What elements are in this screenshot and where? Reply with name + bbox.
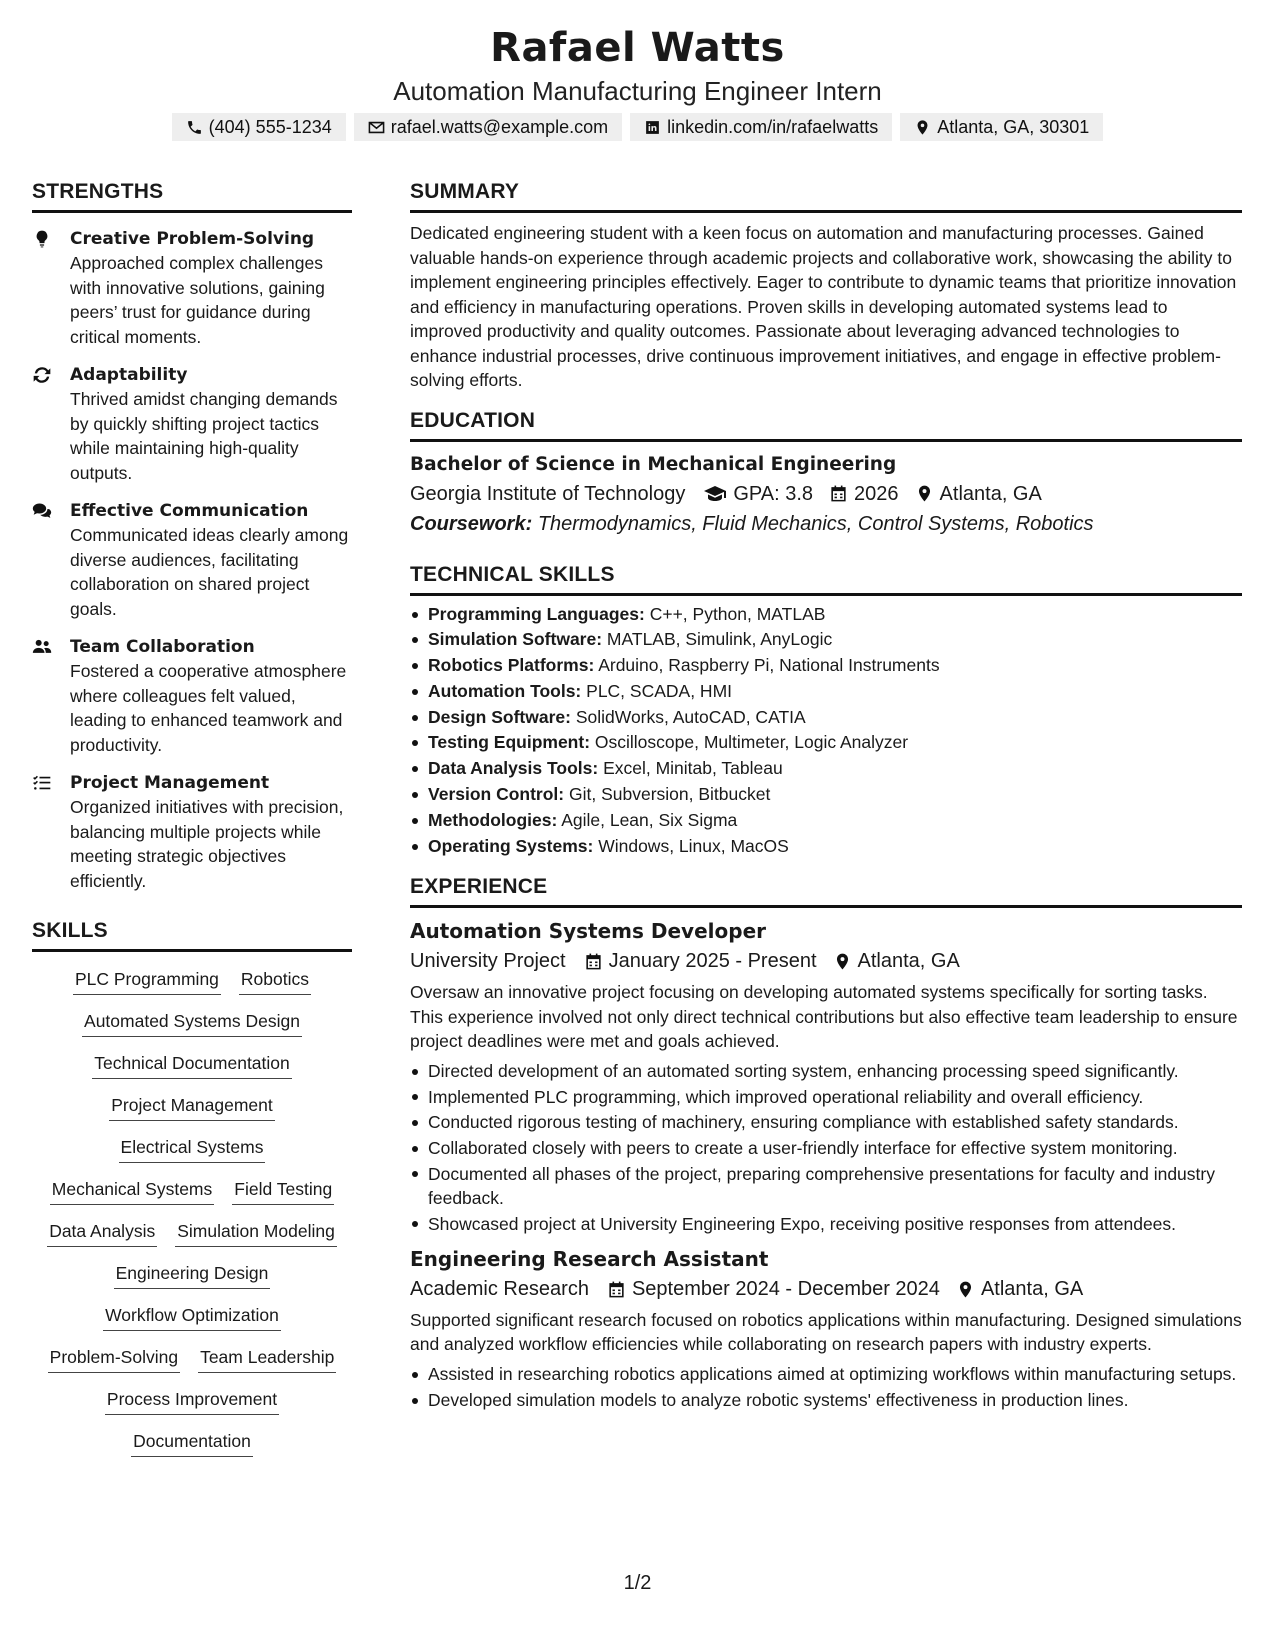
- contact-location: [900, 113, 1103, 141]
- job-meta: [410, 946, 1242, 976]
- experience-entry: [410, 1244, 1242, 1412]
- resume-header: [0, 0, 1275, 141]
- location-pin-icon: [833, 952, 852, 971]
- technical-skills-list: [410, 602, 1242, 860]
- job-location: Atlanta, GA: [980, 1278, 1084, 1300]
- technical-skill-item: Methodologies: Agile, Lean, Six Sigma: [410, 808, 1242, 834]
- skills-heading: SKILLS: [32, 917, 352, 952]
- strength-desc: Fostered a cooperative atmosphere where colleagues felt valued, leading to enhanced teamwork and productivity.: [70, 661, 347, 755]
- strengths-heading: STRENGTHS: [32, 178, 352, 213]
- strength-desc: Approached complex challenges with innovative solutions, gaining peers’ trust for guidance during critical moments.: [70, 253, 325, 347]
- strength-desc: Thrived amidst changing demands by quickly shifting project tactics while maintaining high-quality outputs.: [70, 389, 338, 483]
- contact-linkedin-text: linkedin.com/in/rafaelwatts: [667, 117, 879, 137]
- education-meta: [410, 479, 1242, 509]
- calendar-icon: [829, 484, 848, 503]
- job-title: Automation Systems Developer: [410, 919, 766, 944]
- location-pin-icon: [956, 1280, 975, 1299]
- job-bullet: Implemented PLC programming, which improved operational reliability and overall efficiency.: [410, 1085, 1242, 1109]
- job-title: Engineering Research Assistant: [410, 1247, 769, 1271]
- education-coursework: [410, 509, 1242, 539]
- technical-skill-item: Automation Tools: PLC, SCADA, HMI: [410, 679, 1242, 705]
- job-bullet: Assisted in researching robotics applications aimed at optimizing workflows within manufacturing setups.: [410, 1362, 1242, 1386]
- strength-title: Creative Problem-Solving: [70, 229, 315, 249]
- education-section: [410, 407, 1242, 539]
- contact-phone[interactable]: [172, 113, 346, 141]
- calendar-icon: [584, 952, 603, 971]
- job-bullets: [410, 1362, 1242, 1412]
- job-dates: January 2025 - Present: [608, 950, 817, 973]
- education-degree: Bachelor of Science in Mechanical Engineering: [410, 453, 897, 475]
- right-column: [410, 178, 1242, 1426]
- job-description: Oversaw an innovative project focusing on developing automated systems specifically for sorting tasks. This experience involved not only direct technical contributions but also effective team leadership to ensure project deadlines were met and goals achieved.: [410, 982, 1238, 1051]
- job-org: Academic Research: [410, 1278, 589, 1300]
- phone-icon: [186, 119, 203, 136]
- skill-tag: Technical Documentation: [92, 1050, 292, 1079]
- skill-tag: PLC Programming: [73, 966, 221, 995]
- strength-item: [32, 499, 352, 621]
- technical-skill-item: Programming Languages: C++, Python, MATLAB: [410, 602, 1242, 628]
- comments-icon: [32, 501, 52, 521]
- skill-tag: Engineering Design: [114, 1260, 271, 1289]
- page-number: 1/2: [623, 1572, 652, 1594]
- strength-item: [32, 771, 352, 893]
- technical-skills-heading: TECHNICAL SKILLS: [410, 561, 1242, 596]
- technical-skill-item: Testing Equipment: Oscilloscope, Multimeter, Logic Analyzer: [410, 730, 1242, 756]
- summary-heading: SUMMARY: [410, 178, 1242, 213]
- technical-skill-item: Data Analysis Tools: Excel, Minitab, Tableau: [410, 756, 1242, 782]
- candidate-title: Automation Manufacturing Engineer Intern: [393, 76, 882, 106]
- experience-entry: [410, 916, 1242, 1236]
- technical-skill-item: Simulation Software: MATLAB, Simulink, AnyLogic: [410, 627, 1242, 653]
- job-bullet: Directed development of an automated sorting system, enhancing processing speed significantly.: [410, 1059, 1242, 1083]
- job-bullet: Collaborated closely with peers to create a user-friendly interface for effective system monitoring.: [410, 1136, 1242, 1160]
- education-gpa: GPA: 3.8: [733, 482, 814, 505]
- coursework-label: Coursework:: [410, 512, 533, 535]
- strength-title: Effective Communication: [70, 501, 309, 521]
- experience-section: [410, 873, 1242, 1412]
- lightbulb-icon: [32, 229, 52, 249]
- skill-tag: Data Analysis: [47, 1218, 157, 1247]
- skill-tag: Process Improvement: [105, 1386, 279, 1415]
- technical-skill-item: Design Software: SolidWorks, AutoCAD, CATIA: [410, 705, 1242, 731]
- envelope-icon: [368, 119, 385, 136]
- left-column: [32, 178, 352, 1457]
- job-bullet: Conducted rigorous testing of machinery, ensuring compliance with established safety standards.: [410, 1110, 1242, 1134]
- graduation-cap-icon: [703, 482, 727, 506]
- skill-tag: Mechanical Systems: [50, 1176, 214, 1205]
- location-pin-icon: [914, 119, 931, 136]
- contact-location-text: Atlanta, GA, 30301: [937, 117, 1090, 137]
- list-check-icon: [32, 773, 52, 793]
- skill-tag: Problem-Solving: [48, 1344, 180, 1373]
- education-heading: EDUCATION: [410, 407, 1242, 442]
- contact-linkedin[interactable]: [630, 113, 892, 141]
- education-year: 2026: [854, 482, 899, 505]
- contact-bar: [0, 113, 1275, 141]
- strength-desc: Communicated ideas clearly among diverse audiences, facilitating collaboration on shared project goals.: [70, 525, 349, 619]
- strength-item: [32, 363, 352, 485]
- job-location: Atlanta, GA: [857, 950, 960, 973]
- job-bullet: Developed simulation models to analyze robotic systems' effectiveness in production lines.: [410, 1388, 1242, 1412]
- skill-tag: Robotics: [239, 966, 311, 995]
- calendar-icon: [607, 1280, 626, 1299]
- experience-heading: EXPERIENCE: [410, 873, 1242, 908]
- education-school: Georgia Institute of Technology: [410, 482, 686, 505]
- job-org: University Project: [410, 950, 566, 973]
- strength-title: Team Collaboration: [70, 637, 255, 657]
- job-bullets: [410, 1059, 1242, 1236]
- skills-list: [32, 966, 352, 1457]
- technical-skill-item: Operating Systems: Windows, Linux, MacOS: [410, 834, 1242, 860]
- coursework-list: Thermodynamics, Fluid Mechanics, Control Systems, Robotics: [537, 512, 1094, 535]
- candidate-name: Rafael Watts: [490, 25, 785, 71]
- summary-section: [410, 178, 1242, 393]
- strength-item: [32, 635, 352, 757]
- strength-item: [32, 227, 352, 349]
- skill-tag: Team Leadership: [198, 1344, 336, 1373]
- contact-email[interactable]: [354, 113, 622, 141]
- skill-tag: Project Management: [109, 1092, 274, 1121]
- technical-skill-item: Version Control: Git, Subversion, Bitbucket: [410, 782, 1242, 808]
- contact-email-text: rafael.watts@example.com: [390, 117, 609, 137]
- refresh-icon: [32, 365, 52, 385]
- education-location: Atlanta, GA: [939, 482, 1042, 505]
- technical-skill-item: Robotics Platforms: Arduino, Raspberry Pi, National Instruments: [410, 653, 1242, 679]
- skill-tag: Automated Systems Design: [82, 1008, 302, 1037]
- location-pin-icon: [915, 484, 934, 503]
- job-bullet: Showcased project at University Engineering Expo, receiving positive responses from attendees.: [410, 1212, 1242, 1236]
- strength-title: Adaptability: [70, 365, 188, 385]
- skill-tag: Documentation: [131, 1428, 253, 1457]
- job-bullet: Documented all phases of the project, preparing comprehensive presentations for faculty and industry feedback.: [410, 1162, 1242, 1210]
- job-description: Supported significant research focused on robotics applications within manufacturing. Designed simulations and analyzed workflow efficiencies while collaborating on research papers with industry experts.: [410, 1310, 1242, 1355]
- skill-tag: Simulation Modeling: [175, 1218, 337, 1247]
- technical-skills-section: [410, 561, 1242, 860]
- skill-tag: Electrical Systems: [119, 1134, 266, 1163]
- strength-title: Project Management: [70, 773, 270, 793]
- skill-tag: Field Testing: [232, 1176, 334, 1205]
- linkedin-icon: [644, 119, 661, 136]
- job-meta: [410, 1274, 1242, 1304]
- users-icon: [32, 637, 52, 657]
- job-dates: September 2024 - December 2024: [631, 1278, 940, 1300]
- summary-text: Dedicated engineering student with a keen focus on automation and manufacturing processes. Gained valuable hands-on experience through academic projects and collaborative work, showcasing the ability to implement engineering principles effectively. Eager to contribute to dynamic teams that prioritize innovation and efficiency in manufacturing operations. Proven skills in developing automated systems lead to improved productivity and quality outcomes. Passionate about leveraging advanced technologies to enhance industrial processes, drive continuous improvement initiatives, and engage in effective problem-solving efforts.: [410, 223, 1237, 390]
- contact-phone-text: (404) 555-1234: [208, 117, 332, 137]
- strength-desc: Organized initiatives with precision, balancing multiple projects while meeting strategic objectives efficiently.: [70, 797, 344, 891]
- skill-tag: Workflow Optimization: [103, 1302, 281, 1331]
